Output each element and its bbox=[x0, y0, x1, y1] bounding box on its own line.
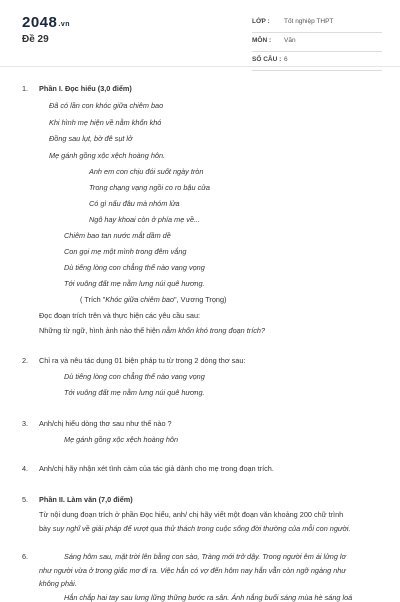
question-number: 4. bbox=[22, 464, 29, 473]
logo-text: 2048 bbox=[22, 14, 58, 31]
question-text: Anh/chị hiểu dòng thơ sau như thế nào ? bbox=[39, 419, 172, 428]
meta-row-count bbox=[252, 52, 382, 71]
question-number: 3. bbox=[22, 419, 29, 428]
poem-line: Tới vuông đất mẹ nằm lưng núi quê hương. bbox=[64, 279, 205, 288]
quoted-line: Mẹ gánh gồng xộc xệch hoàng hôn bbox=[64, 435, 178, 444]
question-text: Từ nội dung đoạn trích ở phần Đọc hiểu, anh/ chị hãy viết một đoạn văn khoảng 200 chữ trình bbox=[39, 510, 344, 519]
poem-line: Ngô hay khoai còn ở phía mẹ về... bbox=[89, 215, 201, 224]
source-title: Khóc giữa chiêm bao bbox=[105, 295, 175, 304]
section-title: Phần I. Đọc hiểu (3,0 điểm) bbox=[39, 84, 132, 93]
poem-line: Anh em con chịu đói suốt ngày tròn bbox=[89, 167, 204, 176]
meta-key: LỚP : bbox=[252, 18, 270, 25]
question-text bbox=[39, 326, 265, 335]
poem-line: Trong chạng vạng ngồi co ro bậu cửa bbox=[89, 183, 210, 192]
poem-line: Đã có lần con khóc giữa chiêm bao bbox=[49, 101, 164, 110]
poem-line: Con gọi mẹ một mình trong đêm vắng bbox=[64, 247, 187, 256]
question-text-italic: suy nghĩ về giải pháp để vượt qua thử thách trong cuộc sống đời thường của mỗi con người. bbox=[52, 524, 351, 533]
question-number: 1. bbox=[22, 84, 29, 93]
quoted-line: Tới vuông đất mẹ nằm lưng núi quê hương. bbox=[64, 388, 205, 397]
page-header bbox=[0, 0, 400, 62]
header-divider bbox=[0, 66, 400, 67]
poem-line: Đồng sau lụt, bờ đê sụt lở bbox=[49, 134, 133, 143]
source-suffix: ", Vương Trọng) bbox=[174, 295, 227, 304]
meta-key: SỐ CÂU : bbox=[252, 56, 282, 63]
question-text: Chỉ ra và nêu tác dụng 01 biện pháp tu từ trong 2 dòng thơ sau: bbox=[39, 356, 246, 365]
meta-row-subject bbox=[252, 33, 382, 52]
question-text-plain: bày bbox=[39, 524, 53, 533]
meta-value: 6 bbox=[284, 56, 288, 63]
passage-line: như người vừa ở trong giấc mơ đi ra. Việc hắn có vợ đến hôm nay hắn vẫn còn ngỡ ngàng như bbox=[39, 566, 346, 575]
exam-title: Đề 29 bbox=[22, 34, 49, 45]
question-number: 6. bbox=[22, 552, 29, 561]
passage-line: Sáng hôm sau, mặt trời lên bằng con sào, Tràng mới trở dậy. Trong người êm ái lửng lơ bbox=[64, 552, 346, 561]
meta-key: MÔN : bbox=[252, 37, 272, 44]
poem-line: Có gì nấu đâu mà nhóm lửa bbox=[89, 199, 180, 208]
poem-line: Mẹ gánh gồng xộc xệch hoàng hôn. bbox=[49, 151, 166, 160]
poem-line: Chiêm bao tan nước mắt dầm dề bbox=[64, 231, 171, 240]
poem-source bbox=[80, 295, 226, 304]
question-text bbox=[39, 524, 351, 533]
poem-line: Dù tiếng lòng con chẳng thể nào vang vọng bbox=[64, 263, 205, 272]
meta-value: Văn bbox=[284, 37, 296, 44]
passage-line: không phải. bbox=[39, 579, 77, 588]
quoted-line: Dù tiếng lòng con chẳng thể nào vang vọng bbox=[64, 372, 205, 381]
site-logo[interactable] bbox=[22, 14, 70, 31]
poem-line: Khi hình mẹ hiện về nằm khốn khó bbox=[49, 118, 162, 127]
question-number: 2. bbox=[22, 356, 29, 365]
question-text-italic: nằm khốn khó trong đoạn trích? bbox=[161, 326, 266, 335]
meta-value: Tốt nghiệp THPT bbox=[284, 18, 334, 25]
instruction-text: Đọc đoạn trích trên và thực hiện các yêu cầu sau: bbox=[39, 311, 201, 320]
exam-meta bbox=[252, 14, 382, 71]
section-title: Phần II. Làm văn (7,0 điểm) bbox=[39, 495, 133, 504]
passage-line: Hắn chắp hai tay sau lưng lững thững bước ra sân. Ánh nắng buổi sáng mùa hè sáng loá bbox=[64, 593, 353, 602]
meta-row-class bbox=[252, 14, 382, 33]
question-text: Anh/chị hãy nhận xét tình cảm của tác giả dành cho mẹ trong đoạn trích. bbox=[39, 464, 274, 473]
question-number: 5. bbox=[22, 495, 29, 504]
question-text-plain: Những từ ngữ, hình ảnh nào thể hiện bbox=[39, 326, 162, 335]
source-prefix: ( Trích " bbox=[80, 295, 106, 304]
logo-suffix: .vn bbox=[58, 21, 70, 28]
